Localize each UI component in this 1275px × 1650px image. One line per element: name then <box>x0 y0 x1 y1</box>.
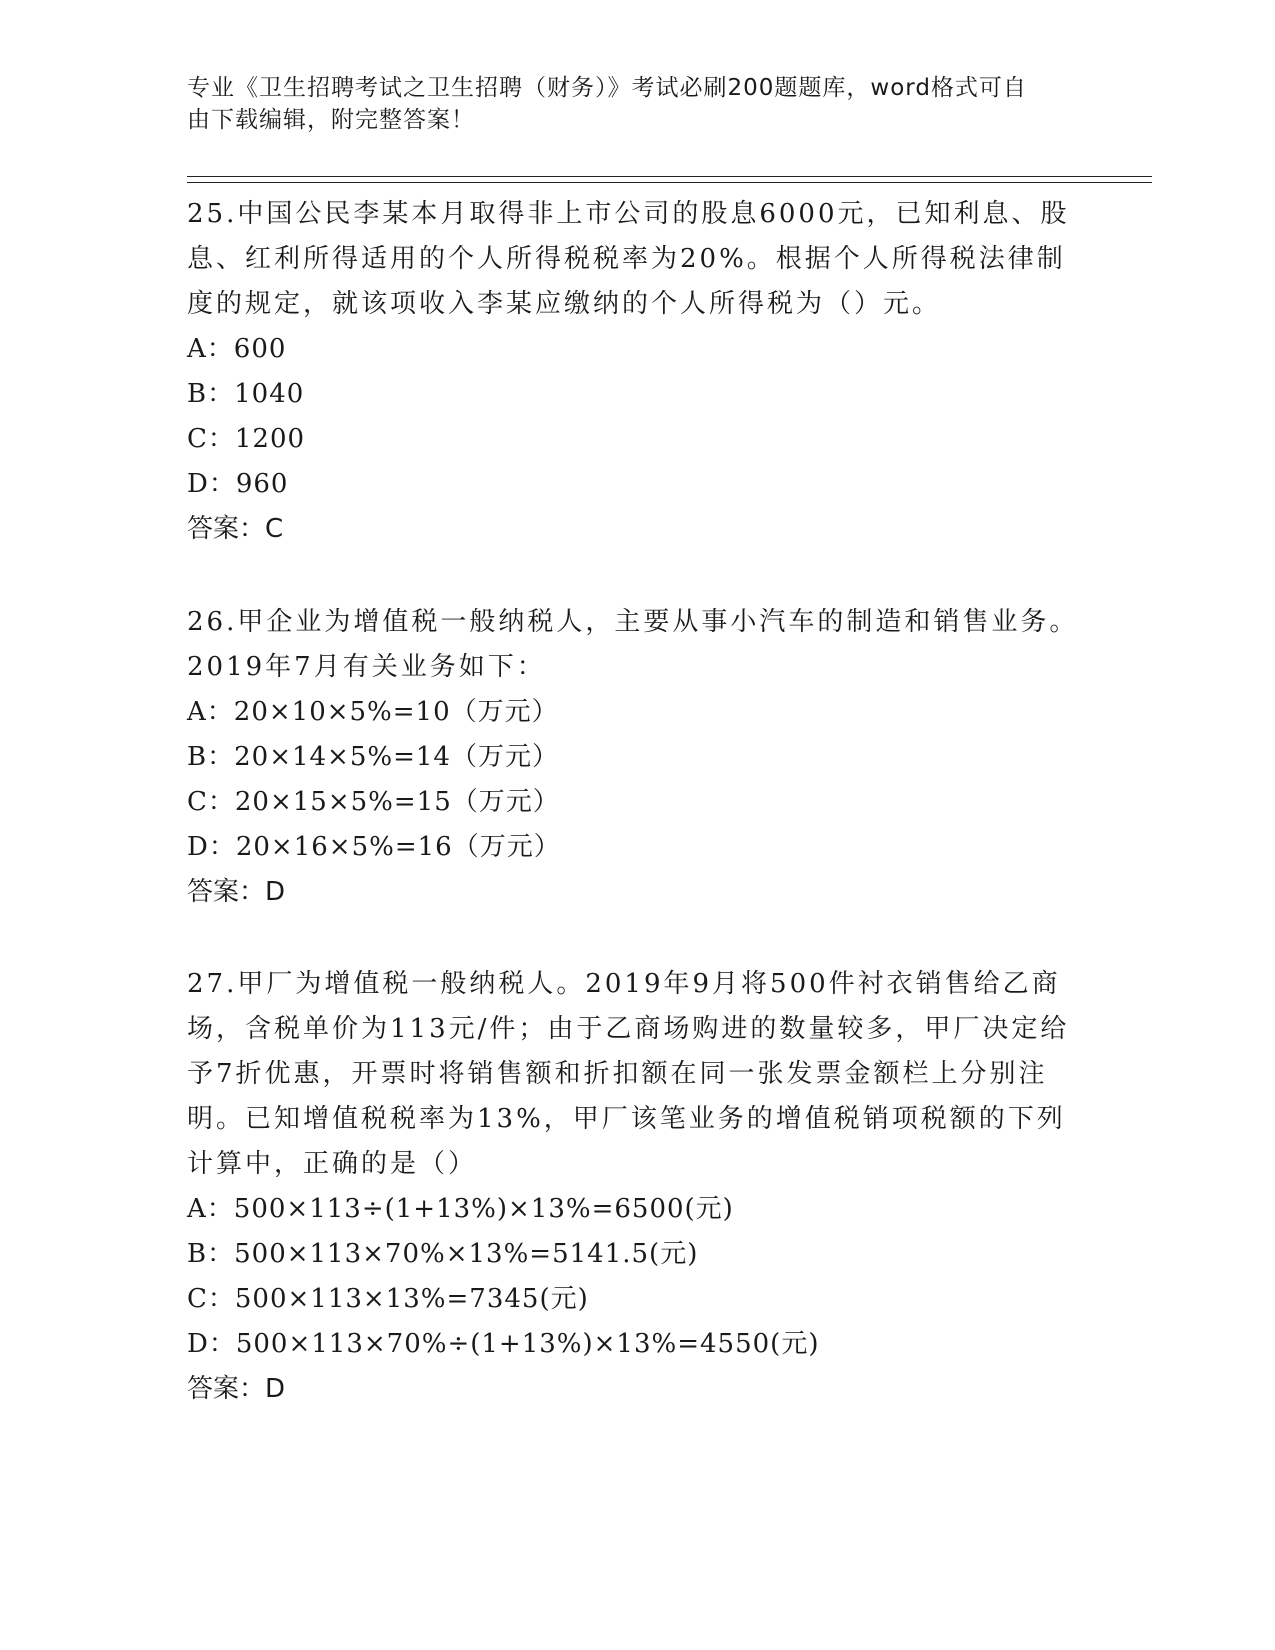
question-25 <box>187 192 1087 552</box>
option-b: B：500×113×70%×13%=5141.5(元) <box>187 1239 699 1269</box>
option-a: A：600 <box>187 334 287 364</box>
option-a: A：500×113÷(1+13%)×13%=6500(元) <box>187 1194 734 1224</box>
question-stem: 26.甲企业为增值税一般纳税人，主要从事小汽车的制造和销售业务。2019年7月有关业务如下： <box>187 607 1079 682</box>
header-line-1: 专业《卫生招聘考试之卫生招聘（财务）》考试必刷200题题库，word格式可自 <box>187 75 1027 101</box>
option-d: D：20×16×5%=16（万元） <box>187 832 561 862</box>
question-26 <box>187 600 1087 915</box>
document-header <box>187 72 1067 136</box>
question-stem: 25.中国公民李某本月取得非上市公司的股息6000元，已知利息、股息、红利所得适用的个人所得税税率为20%。根据个人所得税法律制度的规定，就该项收入李某应缴纳的个人所得税为（）元。 <box>187 199 1070 319</box>
option-c: C：1200 <box>187 424 306 454</box>
option-c: C：500×113×13%=7345(元) <box>187 1284 589 1314</box>
question-27 <box>187 962 1087 1412</box>
option-b: B：1040 <box>187 379 305 409</box>
answer-line: 答案：C <box>187 514 284 544</box>
option-c: C：20×15×5%=15（万元） <box>187 787 560 817</box>
header-line-2: 由下载编辑，附完整答案！ <box>187 107 475 133</box>
option-d: D：960 <box>187 469 289 499</box>
option-a: A：20×10×5%=10（万元） <box>187 697 559 727</box>
header-divider-top <box>187 176 1152 177</box>
answer-line: 答案：D <box>187 1374 286 1404</box>
question-stem: 27.甲厂为增值税一般纳税人。2019年9月将500件衬衣销售给乙商场，含税单价为113元/件；由于乙商场购进的数量较多，甲厂决定给予7折优惠，开票时将销售额和折扣额在同一张发票金额栏上分别注明。已知增值税税率为13%，甲厂该笔业务的增值税销项税额的下列计算中，正确的是（） <box>187 969 1070 1179</box>
option-b: B：20×14×5%=14（万元） <box>187 742 559 772</box>
option-d: D：500×113×70%÷(1+13%)×13%=4550(元) <box>187 1329 820 1359</box>
answer-line: 答案：D <box>187 877 286 907</box>
header-divider-bottom <box>187 182 1152 183</box>
